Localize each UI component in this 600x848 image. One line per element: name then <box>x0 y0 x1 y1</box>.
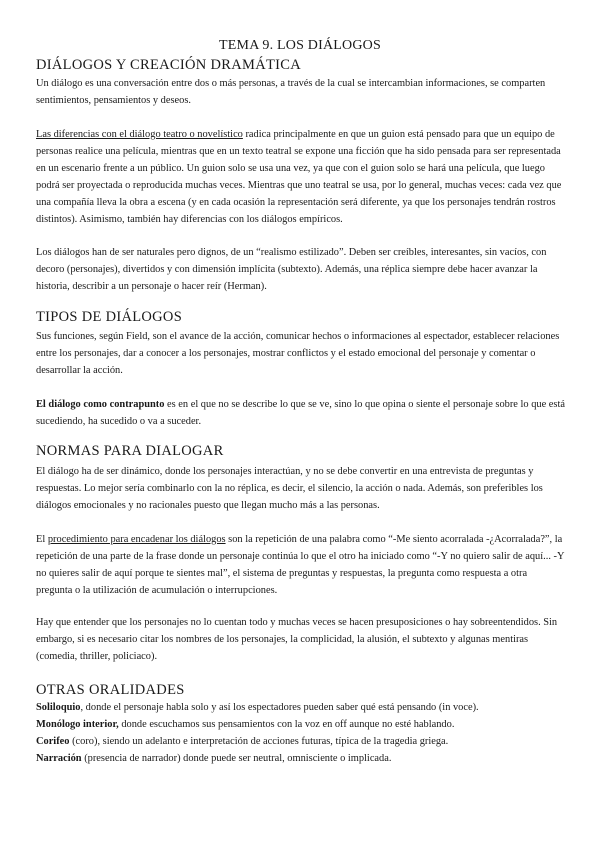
section-heading-normas: NORMAS PARA DIALOGAR <box>36 443 224 459</box>
orality-list <box>36 699 566 767</box>
paragraph-dynamic <box>36 463 566 514</box>
list-item <box>36 716 566 733</box>
paragraph-presuppositions <box>36 614 566 665</box>
list-item-term: Corifeo <box>36 736 70 747</box>
chaining-underlined-phrase: procedimiento para encadenar los diálogos <box>47 534 226 545</box>
paragraph-chaining <box>36 531 566 599</box>
list-item <box>36 733 566 750</box>
list-item <box>36 750 566 767</box>
list-item <box>36 699 566 716</box>
paragraph-differences-text: radica principalmente en que un guion está pensado para que un equipo de personas realice una película, mientras que en un texto teatral se expone una ficción que ha sido pensada para ser representada en un escenario frente a un público. Un guion solo se usa una vez, ya que con el guion solo se hará una película, que luego podrá ser proyectada o reproducida muchas veces. Mientras que uno teatral se usa, por lo general, muchas veces: cada vez que una compañía lleva la obra a escena (y en cada ocasión la representación será diferente, ya que los personajes tendrán rostros distintos). Asimismo, también hay diferencias con los diálogos empíricos. <box>36 129 562 225</box>
page-title: TEMA 9. LOS DIÁLOGOS <box>219 38 381 53</box>
paragraph-counterpoint-text: es en el que no se describe lo que se ve, sino lo que opina o siente el personaje sobre lo que está sucediendo, ha sucedido o va a suceder. <box>36 399 565 427</box>
paragraph-chaining-text: son la repetición de una palabra como “-Me siento acorralada -¿Acorralada?”, la repetición de una parte de la frase donde un personaje continúa lo que el otro ha iniciado como “-Y no quiero salir de aquí... -Y no quieres salir de aquí porque te sientes mal”, el sistema de preguntas y respuestas, la pregunta como respuesta a otra pregunta o la utilización de acumulación o interrupciones. <box>36 534 565 596</box>
differences-underlined-phrase: Las diferencias con el diálogo teatro o novelístico <box>36 129 243 140</box>
paragraph-functions <box>36 328 566 379</box>
list-item-term: Monólogo interior, <box>36 719 119 730</box>
paragraph-natural-dialogues <box>36 244 566 295</box>
paragraph-functions-text: Sus funciones, según Field, son el avance de la acción, comunicar hechos o informaciones al espectador, establecer relaciones entre los personajes, dar a conocer a los personajes, mostrar conflictos y el estado emocional del personaje y comentar o desarrollar la acción. <box>36 331 560 376</box>
section-heading-otras: OTRAS ORALIDADES <box>36 682 185 698</box>
paragraph-chaining-prefix: El <box>36 534 48 545</box>
list-item-text: (presencia de narrador) donde puede ser neutral, omnisciente o implicada. <box>81 753 392 764</box>
paragraph-dynamic-text: El diálogo ha de ser dinámico, donde los personajes interactúan, y no se debe convertir en una entrevista de preguntas y respuestas. Lo mejor sería combinarlo con la no réplica, es decir, el silencio, la acción o nada. Además, son preferibles los diálogos emocionales y no racionales puesto que llegan mucho más a las personas. <box>36 466 543 511</box>
list-item-term: Narración <box>36 753 82 764</box>
paragraph-definition-text: Un diálogo es una conversación entre dos o más personas, a través de la cual se intercambian informaciones, se comparten sentimientos, pensamientos y deseos. <box>36 78 546 106</box>
list-item-text: donde escuchamos sus pensamientos con la voz en off aunque no esté hablando. <box>118 719 455 730</box>
paragraph-definition <box>36 75 566 109</box>
list-item-term: Soliloquio <box>36 702 81 713</box>
paragraph-presuppositions-text: Hay que entender que los personajes no lo cuentan todo y muchas veces se hacen presuposiciones o hay sobreentendidos. Sin embargo, si es necesario citar los nombres de los personajes, la complicidad, la alusión, el subtexto y algunas mentiras (comedia, thriller, policiaco). <box>36 617 558 662</box>
counterpoint-bold-term: El diálogo como contrapunto <box>36 399 165 410</box>
paragraph-natural-dialogues-text: Los diálogos han de ser naturales pero dignos, de un “realismo estilizado”. Deben ser creíbles, interesantes, sin vacíos, con decoro (personajes), divertidos y con dimensión implícita (subtexto). Además, una réplica siempre debe hacer avanzar la historia, describir a un personaje o hacer reír (Herman). <box>36 247 547 292</box>
list-item-text: (coro), siendo un adelanto e interpretación de acciones futuras, típica de la tragedia griega. <box>69 736 449 747</box>
paragraph-counterpoint <box>36 396 566 430</box>
list-item-text: , donde el personaje habla solo y así los espectadores pueden saber qué está pensando (in voce). <box>80 702 479 713</box>
section-heading-tipos: TIPOS DE DIÁLOGOS <box>36 309 183 325</box>
paragraph-differences <box>36 126 566 228</box>
section-heading-dialogos-creacion: DIÁLOGOS Y CREACIÓN DRAMÁTICA <box>36 57 301 73</box>
